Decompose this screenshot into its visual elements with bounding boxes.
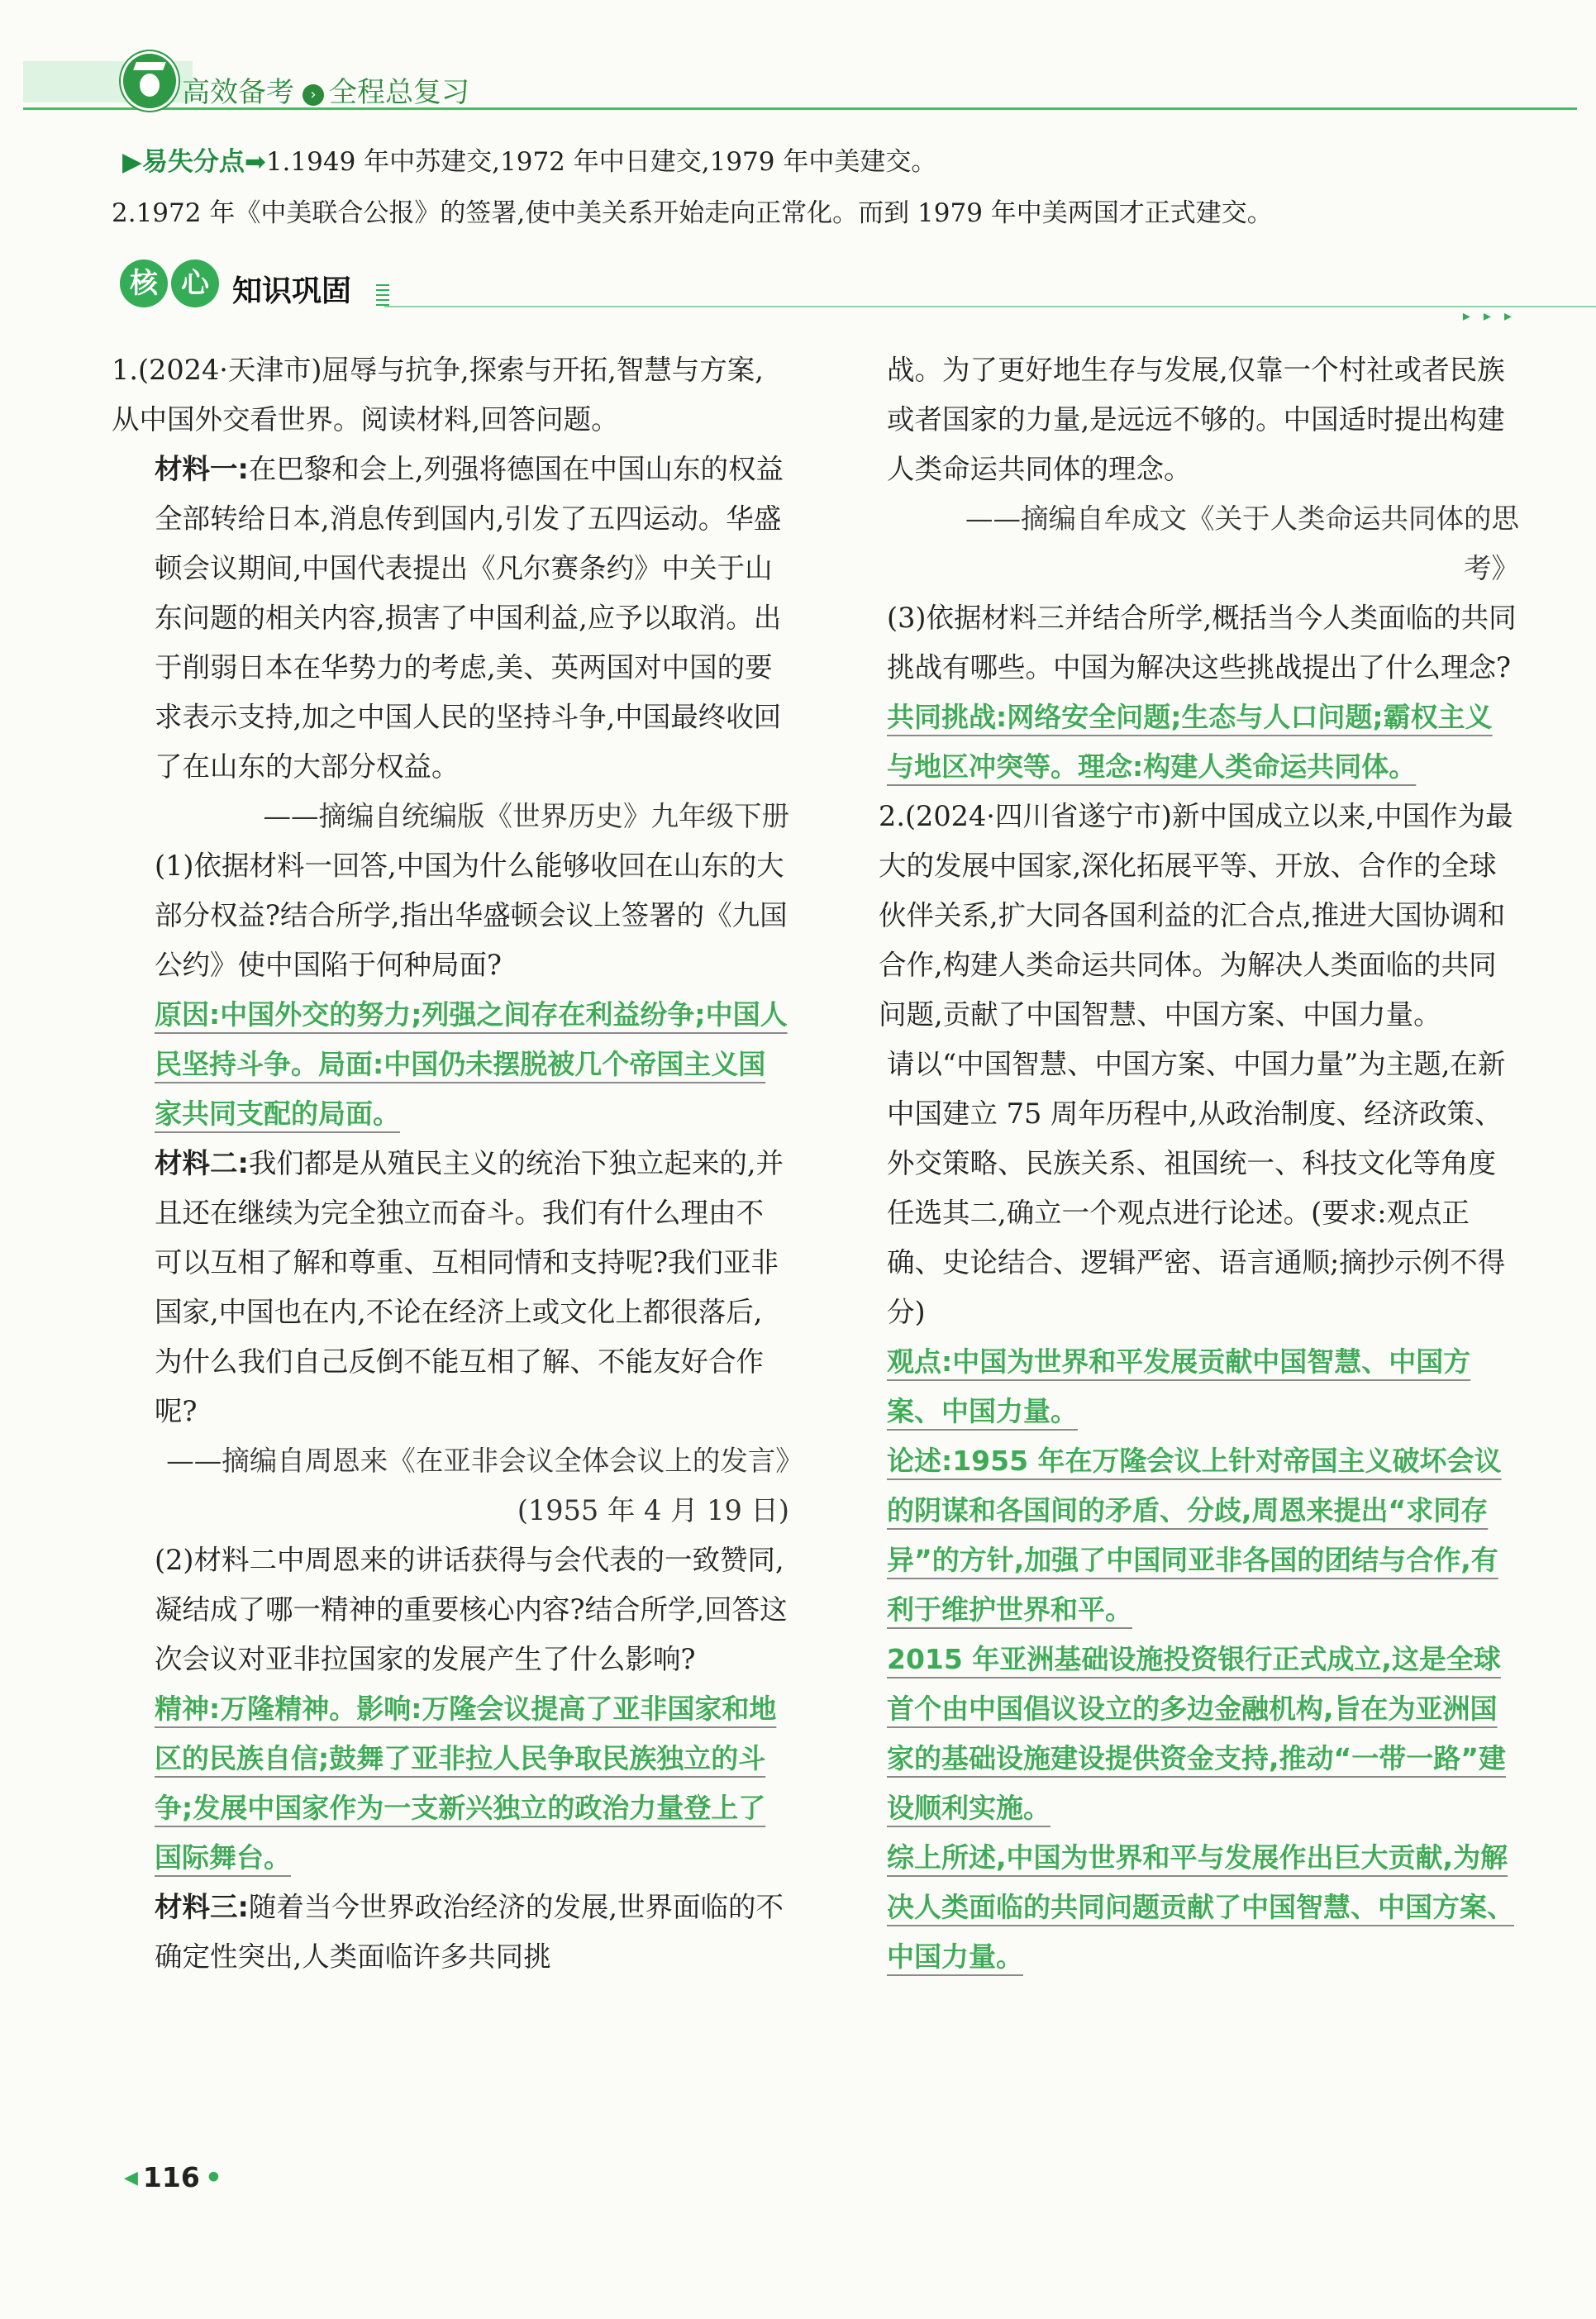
tip-label: 易失分点 [141,147,245,177]
material-1-source: ——摘编自统编版《世界历史》九年级下册 [263,800,789,832]
tip-line-2: 2.1972 年《中美联合公报》的签署,使中美关系开始走向正常化。而到 1979 年中美两国才正式建交。 [112,198,1273,228]
question-1-stem: 1.(2024·天津市)屈辱与抗争,探索与开拓,智慧与方案,从中国外交看世界。阅读材料,回答问题。 [112,354,764,436]
answer-q2-argument-1 [879,1436,1519,1635]
triangle-marker-icon: ▶ [122,147,142,177]
answer-q2-argument-1-text: 论述:1955 年在万隆会议上针对帝国主义破坏会议的阴谋和各国间的矛盾、分歧,周恩来提出“求同存异”的方针,加强了中国同亚非各国的团结与合作,有利于维护世界和平。 [887,1445,1502,1626]
material-2-text: 我们都是从殖民主义的统治下独立起来的,并且还在继续为完全独立而奋斗。我们有什么理由不可以互相了解和尊重、互相同情和支持呢?我们亚非国家,中国也在内,不论在经济上或文化上都很落后,为什么我们自己反倒不能互相了解、不能友好合作呢? [155,1147,784,1427]
answer-2-text: 精神:万隆精神。影响:万隆会议提高了亚非国家和地区的民族自信;鼓舞了亚非拉人民争取民族独立的斗争;发展中国家作为一支新兴独立的政治力量登上了国际舞台。 [155,1693,777,1874]
section-title: 知识巩固 [232,274,352,308]
tip-line-1 [122,140,936,178]
answer-1-text: 原因:中国外交的努力;列强之间存在利益纷争;中国人民坚持斗争。局面:中国仍未摆脱被几个帝国主义国家共同支配的局面。 [155,998,788,1130]
section-heading [120,256,1525,325]
subtitle-text: 全程总复习 [329,76,469,109]
answer-q2-argument-2-text: 2015 年亚洲基础设施投资银行正式成立,这是全球首个由中国倡议设立的多边金融机构,旨在为亚洲国家的基础设施建设提供资金支持,推动“一带一路”建设顺利实施。 [887,1643,1506,1824]
answer-q2-summary-text: 综上所述,中国为世界和平与发展作出巨大贡献,为解决人类面临的共同问题贡献了中国智慧、中国方案、中国力量。 [887,1841,1514,1973]
chevron-right-icon: › [303,84,324,106]
answer-q2-view [879,1337,1519,1436]
question-2-prompt: 请以“中国智慧、中国方案、中国力量”为主题,在新中国建立 75 周年历程中,从政治制度、经济政策、外交策略、民族关系、祖国统一、科技文化等角度任选其二,确立一个观点进行论述。(要求:观点正确、史论结合、逻辑严密、语言通顺;摘抄示例不得分) [887,1048,1506,1328]
answer-q2-view-text: 观点:中国为世界和平发展贡献中国智慧、中国方案、中国力量。 [887,1345,1471,1427]
subquestion-2: (2)材料二中周恩来的讲话获得与会代表的一致赞同,凝结成了哪一精神的重要核心内容?结合所学,回答这次会议对亚非拉国家的发展产生了什么影响? [155,1544,788,1675]
subquestion-1: (1)依据材料一回答,中国为什么能够收回在山东的大部分权益?结合所学,指出华盛顿会议上签署的《九国公约》使中国陷于何种局面? [155,850,788,981]
material-1-text: 在巴黎和会上,列强将德国在中国山东的权益全部转给日本,消息传到国内,引发了五四运动。华盛顿会议期间,中国代表提出《凡尔赛条约》中关于山东问题的相关内容,损害了中国利益,应予以取消。出于削弱日本在华势力的考虑,美、英两国对中国的要求表示支持,加之中国人民的坚持斗争,中国最终收回了在山东的大部分权益。 [155,453,784,783]
tip-text-1: 1.1949 年中苏建交,1972 年中日建交,1979 年中美建交。 [265,147,937,177]
material-3-source: ——摘编自牟成文《关于人类命运共同体的思考》 [965,502,1519,584]
brand-text: 高效备考 [182,76,294,109]
page-header [23,51,1577,117]
material-1-label: 材料一: [155,453,249,485]
answer-q2-argument-2 [879,1635,1519,1833]
triangle-left-icon: ◀ [124,2168,138,2188]
triple-arrow-icon: ▸▸▸ [1462,307,1525,325]
answer-q2-summary [879,1833,1519,1982]
left-column [112,345,789,1982]
section-badge-2: 心 [171,260,219,307]
section-badge-1: 核 [120,260,168,307]
page-number [124,2161,222,2193]
arrow-right-icon: ➡ [244,147,266,177]
question-2-stem: 2.(2024·四川省遂宁市)新中国成立以来,中国作为最大的发展中国家,深化拓展平等、开放、合作的全球伙伴关系,扩大同各国利益的汇合点,推进大国协调和合作,构建人类命运共同体。为解决人类面临的共同问题,贡献了中国智慧、中国方案、中国力量。 [879,800,1513,1031]
header-title [182,69,469,110]
answer-1 [112,990,789,1139]
dot-icon: • [204,2161,222,2193]
material-3 [112,1883,789,1982]
graduate-avatar-icon [121,51,179,111]
material-1 [112,445,789,792]
material-3-text: 随着当今世界政治经济的发展,世界面临的不确定性突出,人类面临许多共同挑 [155,1891,784,1973]
right-column [879,345,1519,1982]
answer-3-text: 共同挑战:网络安全问题;生态与人口问题;霸权主义与地区冲突等。理念:构建人类命运共同体。 [887,701,1493,783]
section-divider [384,306,1596,307]
subquestion-3: (3)依据材料三并结合所学,概括当今人类面临的共同挑战有哪些。中国为解决这些挑战提出了什么理念? [887,602,1517,683]
answer-2 [112,1684,789,1883]
material-3-continued: 战。为了更好地生存与发展,仅靠一个村社或者民族或者国家的力量,是远远不够的。中国适时提出构建人类命运共同体的理念。 [887,354,1505,485]
material-2 [112,1139,789,1436]
material-2-source: ——摘编自周恩来《在亚非会议全体会议上的发言》(1955 年 4 月 19 日) [166,1445,789,1526]
material-3-label: 材料三: [155,1891,249,1923]
page-number-text: 116 [142,2161,200,2193]
material-2-label: 材料二: [155,1147,249,1179]
answer-3 [879,693,1519,792]
